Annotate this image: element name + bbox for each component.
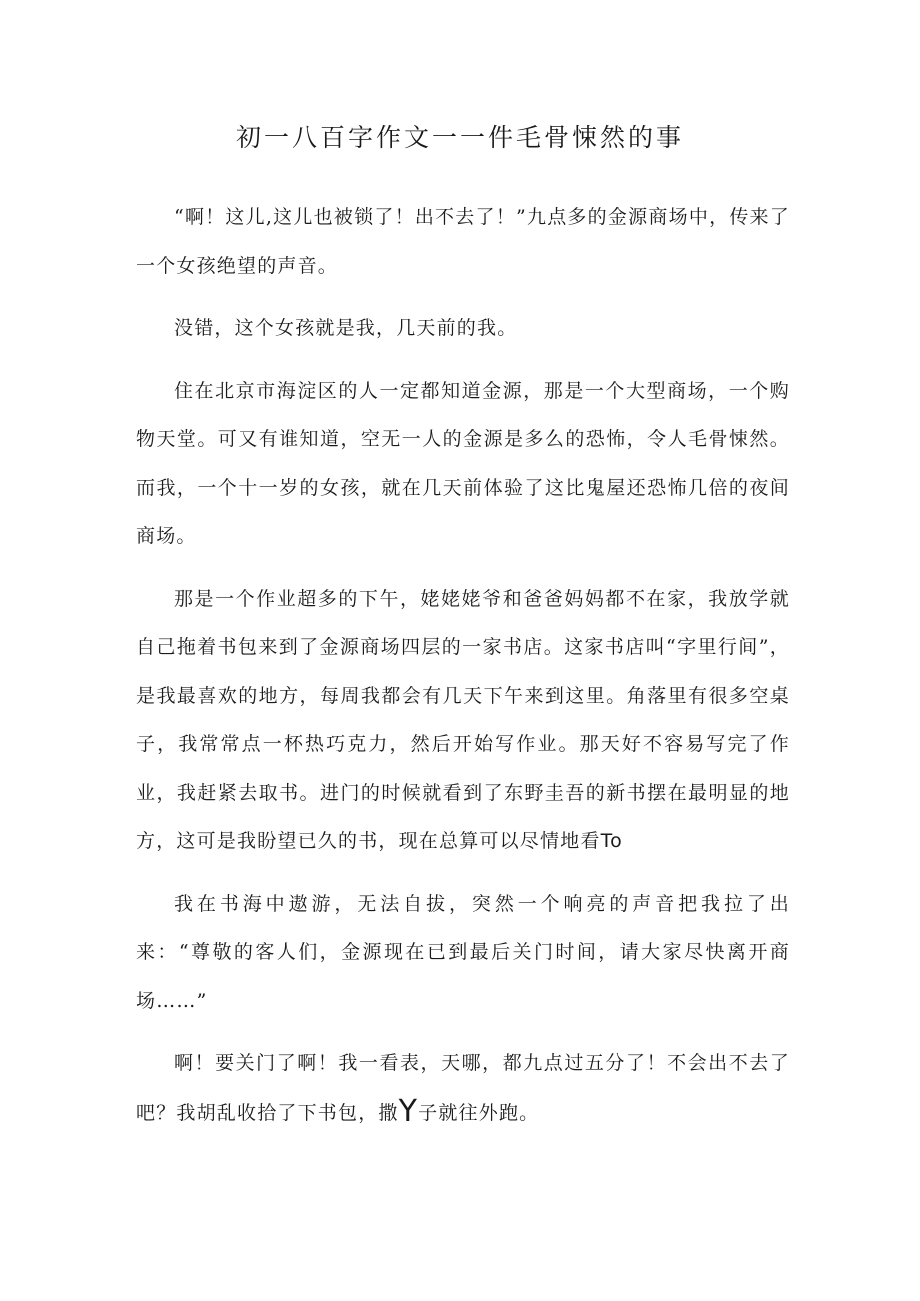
- paragraph-6-text-before: 啊！要关门了啊！我一看表，天哪，都九点过五分了！不会出不去了吧？我胡乱收拾了下书包，撒: [136, 1052, 790, 1124]
- paragraph-4: [136, 575, 790, 866]
- paragraph-3-text: 住在北京市海淀区的人一定都知道金源，那是一个大型商场，一个购物天堂。可又有谁知道，空无一人的金源是多么的恐怖，令人毛骨悚然。而我，一个十一岁的女孩，就在几天前体验了这比鬼屋还恐怖几倍的夜间商场。: [136, 379, 790, 547]
- paragraph-1-text: “啊！这儿,这儿也被锁了！出不去了！”九点多的金源商场中，传来了一个女孩绝望的声音。: [136, 206, 790, 277]
- paragraph-5: [136, 880, 790, 1026]
- paragraph-5-text: 我在书海中遨游，无法自拔，突然一个响亮的声音把我拉了出来：“尊敬的客人们，金源现在已到最后关门时间，请大家尽快离开商场……”: [136, 892, 790, 1012]
- paragraph-6: [136, 1039, 790, 1137]
- paragraph-6-odd-char: Y: [398, 1093, 419, 1129]
- document-title: 初一八百字作文一一件毛骨悚然的事: [235, 123, 684, 152]
- paragraph-2: [136, 304, 790, 353]
- paragraph-3: [136, 367, 790, 561]
- paragraph-1: [136, 193, 790, 290]
- paragraph-6-text-after: 子就往外跑。: [418, 1101, 540, 1124]
- paragraph-4-text: 那是一个作业超多的下午，姥姥姥爷和爸爸妈妈都不在家，我放学就自己拖着书包来到了金源商场四层的一家书店。这家书店叫“字里行间”，是我最喜欢的地方，每周我都会有几天下午来到这里。角落里有很多空桌子，我常常点一杯热巧克力，然后开始写作业。那天好不容易写完了作业，我赶紧去取书。进门的时候就看到了东野圭吾的新书摆在最明显的地方，这可是我盼望已久的书，现在总算可以尽情地看: [136, 587, 790, 852]
- paragraph-4-tail: To: [600, 830, 624, 852]
- paragraph-2-text: 没错，这个女孩就是我，几天前的我。: [174, 317, 518, 339]
- document-body: [136, 193, 790, 1151]
